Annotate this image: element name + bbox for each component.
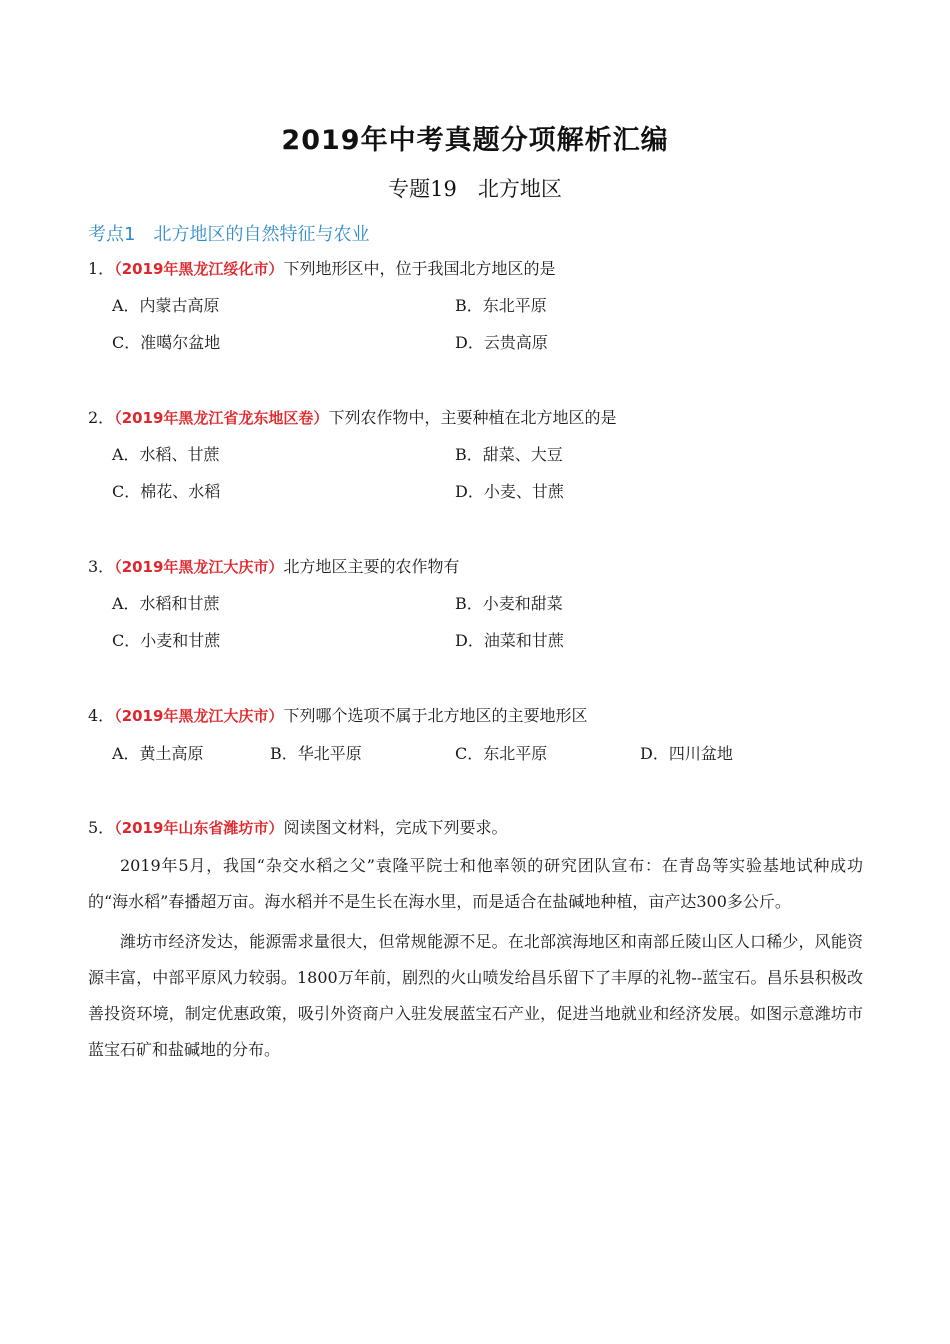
option-a: A．水稻、甘蔗	[112, 445, 220, 464]
question-3	[88, 556, 459, 578]
option-a: A．水稻和甘蔗	[112, 594, 220, 613]
option-d: D．四川盆地	[640, 744, 733, 763]
option-c: C．准噶尔盆地	[112, 333, 221, 352]
question-number: 2．	[88, 408, 115, 427]
question-stem: 阅读图文材料，完成下列要求。	[283, 818, 508, 837]
option-a: A．内蒙古高原	[112, 296, 220, 315]
option-c: C．棉花、水稻	[112, 482, 221, 501]
option-d: D．小麦、甘蔗	[455, 482, 564, 501]
question-stem: 下列地形区中，位于我国北方地区的是	[283, 259, 556, 278]
option-b: B．华北平原	[270, 744, 362, 763]
option-c: C．小麦和甘蔗	[112, 631, 221, 650]
option-b: B．小麦和甜菜	[455, 594, 563, 613]
question-stem: 下列哪个选项不属于北方地区的主要地形区	[283, 706, 588, 725]
question-source: （2019年黑龙江大庆市）	[114, 558, 284, 576]
question-2	[88, 407, 616, 429]
page-title: 2019年中考真题分项解析汇编	[281, 125, 669, 156]
material-paragraph-1: 2019年5月，我国“杂交水稻之父”袁隆平院士和他率领的研究团队宣布：在青岛等实验基地试种成功的“海水稻”春播超万亩。海水稻并不是生长在海水里，而是适合在盐碱地种植，亩产达300多公斤。	[88, 856, 863, 911]
question-number: 4．	[88, 706, 115, 725]
question-source: （2019年黑龙江省龙东地区卷）	[114, 409, 329, 427]
section-heading: 考点1 北方地区的自然特征与农业	[88, 224, 370, 245]
option-c: C．东北平原	[455, 744, 548, 763]
question-source: （2019年黑龙江绥化市）	[114, 260, 284, 278]
question-1	[88, 258, 555, 280]
question-number: 3．	[88, 557, 115, 576]
option-d: D．油菜和甘蔗	[455, 631, 564, 650]
question-stem: 下列农作物中，主要种植在北方地区的是	[328, 408, 617, 427]
question-number: 5．	[88, 818, 115, 837]
question-stem: 北方地区主要的农作物有	[283, 557, 460, 576]
question-number: 1．	[88, 259, 115, 278]
question-source: （2019年黑龙江大庆市）	[114, 707, 284, 725]
page-subtitle: 专题19 北方地区	[388, 177, 562, 201]
option-b: B．甜菜、大豆	[455, 445, 563, 464]
option-b: B．东北平原	[455, 296, 547, 315]
question-source: （2019年山东省潍坊市）	[114, 819, 284, 837]
material-paragraph-2: 潍坊市经济发达，能源需求量很大，但常规能源不足。在北部滨海地区和南部丘陵山区人口稀少，风能资源丰富，中部平原风力较弱。1800万年前，剧烈的火山喷发给昌乐留下了丰厚的礼物--蓝宝石。昌乐县积极改善投资环境，制定优惠政策，吸引外资商户入驻发展蓝宝石产业，促进当地就业和经济发展。如图示意潍坊市蓝宝石矿和盐碱地的分布。	[88, 932, 863, 1059]
option-d: D．云贵高原	[455, 333, 548, 352]
option-a: A．黄土高原	[112, 744, 204, 763]
question-4	[88, 705, 587, 727]
question-5	[88, 817, 507, 839]
